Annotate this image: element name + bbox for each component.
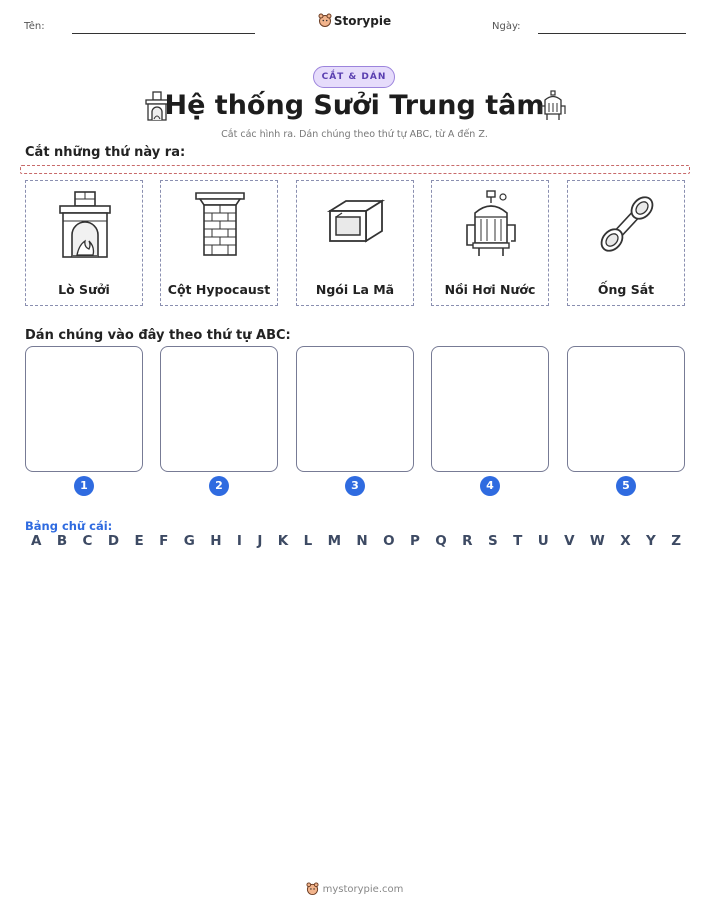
paste-box-5[interactable] xyxy=(567,346,685,472)
cut-card-brick-column[interactable] xyxy=(160,180,278,306)
cut-card-iron-pipe[interactable] xyxy=(567,180,685,306)
alphabet-letter: L xyxy=(303,533,313,549)
alphabet-letter: U xyxy=(537,533,549,549)
cut-card-label: Cột Hypocaust xyxy=(167,282,271,297)
alphabet-letter: F xyxy=(159,533,169,549)
cut-card-boiler[interactable] xyxy=(431,180,549,306)
alphabet-letter: C xyxy=(82,533,93,549)
footer xyxy=(0,882,709,895)
alphabet-letter: P xyxy=(410,533,420,549)
cut-card-roman-tile[interactable] xyxy=(296,180,414,306)
order-number-3: 3 xyxy=(345,476,365,496)
cut-card-label: Ống Sắt xyxy=(597,282,655,297)
alphabet-letter: H xyxy=(210,533,222,549)
alphabet-letter: Z xyxy=(671,533,681,549)
name-label: Tên: xyxy=(24,21,45,32)
alphabet-letter: W xyxy=(589,533,605,549)
alphabet-letter: S xyxy=(487,533,498,549)
order-number-4: 4 xyxy=(480,476,500,496)
paste-box-2[interactable] xyxy=(160,346,278,472)
storypie-mascot-icon xyxy=(306,882,319,895)
cut-card-label: Nồi Hơi Nước xyxy=(444,282,536,297)
page-title: Hệ thống Sưởi Trung tâm xyxy=(164,90,545,121)
fireplace-icon xyxy=(55,189,115,259)
alphabet-letter: V xyxy=(564,533,575,549)
boiler-icon xyxy=(461,189,521,259)
alphabet-letter: A xyxy=(31,533,42,549)
name-line[interactable] xyxy=(72,33,255,34)
roman-tile-icon xyxy=(326,189,386,259)
alphabet-row xyxy=(31,533,681,549)
storypie-mascot-icon xyxy=(318,13,332,27)
alphabet-letter: J xyxy=(257,533,263,549)
paste-box-4[interactable] xyxy=(431,346,549,472)
alphabet-title: Bảng chữ cái: xyxy=(25,519,113,533)
date-line[interactable] xyxy=(538,33,686,34)
cut-card-label: Ngói La Mã xyxy=(315,282,395,297)
alphabet-letter: K xyxy=(277,533,289,549)
alphabet-letter: R xyxy=(462,533,473,549)
cut-section-label: Cắt những thứ này ra: xyxy=(25,145,186,160)
order-number-2: 2 xyxy=(209,476,229,496)
paste-box-3[interactable] xyxy=(296,346,414,472)
alphabet-letter: G xyxy=(183,533,195,549)
order-number-5: 5 xyxy=(616,476,636,496)
order-number-1: 1 xyxy=(74,476,94,496)
alphabet-letter: M xyxy=(327,533,342,549)
alphabet-letter: B xyxy=(56,533,68,549)
alphabet-letter: D xyxy=(107,533,120,549)
alphabet-letter: I xyxy=(236,533,242,549)
instructions: Cắt các hình ra. Dán chúng theo thứ tự ABC, từ A đến Z. xyxy=(221,129,488,140)
alphabet-letter: Y xyxy=(646,533,656,549)
iron-pipe-icon xyxy=(597,189,657,259)
alphabet-letter: X xyxy=(620,533,631,549)
boiler-icon xyxy=(539,90,567,122)
paste-section-label: Dán chúng vào đây theo thứ tự ABC: xyxy=(25,328,291,343)
alphabet-letter: N xyxy=(356,533,368,549)
brand-logo xyxy=(0,13,709,28)
activity-badge: CẮT & DÁN xyxy=(313,66,395,88)
brick-column-icon xyxy=(190,189,250,259)
alphabet-letter: T xyxy=(513,533,523,549)
date-label: Ngày: xyxy=(492,21,521,32)
cut-card-fireplace[interactable] xyxy=(25,180,143,306)
alphabet-letter: Q xyxy=(435,533,447,549)
cut-card-label: Lò Sưởi xyxy=(58,282,110,297)
paste-box-1[interactable] xyxy=(25,346,143,472)
brand-name: Storypie xyxy=(333,14,392,28)
footer-url[interactable]: mystorypie.com xyxy=(322,884,404,895)
alphabet-letter: O xyxy=(383,533,395,549)
alphabet-letter: E xyxy=(134,533,144,549)
cut-line xyxy=(20,165,690,174)
